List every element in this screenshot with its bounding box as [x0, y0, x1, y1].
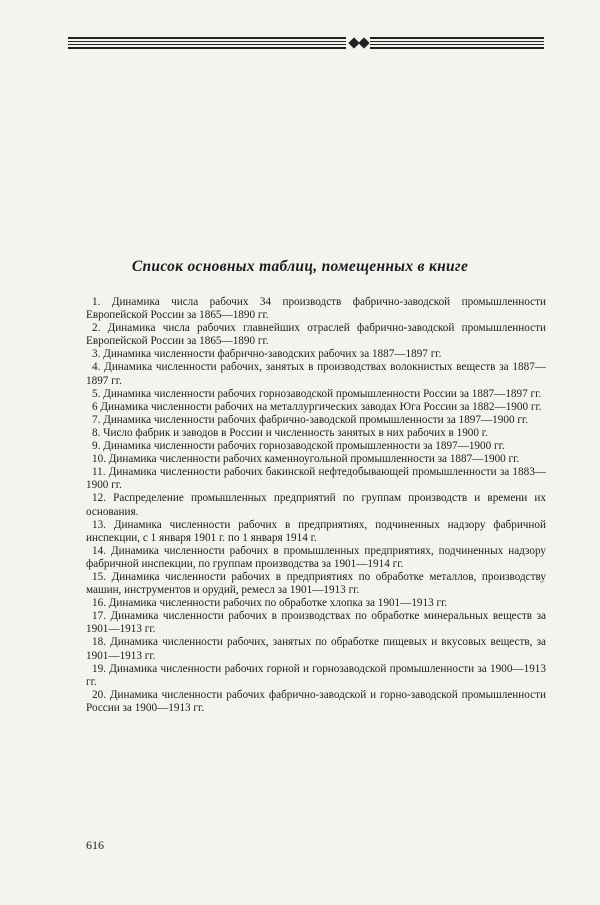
list-item: 13. Динамика численности рабочих в предприятиях, подчиненных надзору фабричной инспекции, с 1 января 1901 г. по 1 января 1914 г.: [86, 518, 546, 544]
list-item: 17. Динамика численности рабочих в производствах по обработке минеральных веществ за 1901—1913 гг.: [86, 610, 546, 636]
list-item: 2. Динамика числа рабочих главнейших отраслей фабрично-заводской промышленности Европейской России за 1865—1890 гг.: [86, 322, 546, 348]
list-item: 8. Число фабрик и заводов в России и численность занятых в них рабочих в 1900 г.: [92, 426, 488, 439]
list-item: 10. Динамика численности рабочих каменноугольной промышленности за 1887—1900 гг.: [92, 453, 520, 466]
list-item: 5. Динамика численности рабочих горнозаводской промышленности России за 1887—1897 гг.: [92, 387, 542, 400]
ornament-rule: [68, 44, 544, 45]
list-item: 15. Динамика численности рабочих в предприятиях по обработке металлов, производству машин, инструментов и орудий, ремесл за 1901—1913 гг.: [86, 570, 546, 597]
ornament-rule: [68, 41, 544, 42]
list-item: 7. Динамика численности рабочих фабрично-заводской промышленности за 1897—1900 гг.: [92, 413, 529, 426]
list-item: 18. Динамика численности рабочих, занятых по обработке пищевых и вкусовых веществ, за 1901—1913 гг.: [86, 636, 546, 662]
list-item: 11. Динамика численности рабочих бакинской нефтедобывающей промышленности за 1883—1900 гг.: [86, 466, 546, 492]
list-item: 3. Динамика численности фабрично-заводских рабочих за 1887—1897 гг.: [92, 348, 442, 361]
list-item: 4. Динамика численности рабочих, занятых в производствах волокнистых веществ за 1887—1897 гг.: [86, 361, 546, 387]
list-item: 9. Динамика численности рабочих горнозаводской промышленности за 1897—1900 гг.: [92, 440, 505, 453]
page-title: Список основных таблиц, помещенных в книге: [131, 258, 469, 275]
list-item: 12. Распределение промышленных предприятий по группам производств и времени их основания.: [86, 492, 546, 518]
list-item: 6 Динамика численности рабочих на металлургических заводах Юга России за 1882—1900 гг.: [92, 400, 542, 413]
page-number: 616: [86, 838, 104, 852]
header-ornament: [68, 36, 544, 50]
list-item: 1. Динамика числа рабочих 34 производств фабрично-заводской промышленности Европейской России за 1865—1890 гг.: [86, 296, 546, 322]
table-list: [86, 296, 546, 715]
list-item: 20. Динамика численности рабочих фабрично-заводской и горно-заводской промышленности России за 1900—1913 гг.: [86, 688, 546, 714]
list-item: 19. Динамика численности рабочих горной и горнозаводской промышленности за 1900—1913 гг.: [86, 662, 546, 688]
list-item: 14. Динамика численности рабочих в промышленных предприятиях, подчиненных надзору фабричной инспекции, по группам производства за 1901—1914 гг.: [86, 544, 546, 570]
ornament-rule: [68, 37, 544, 39]
ornament-rule: [68, 47, 544, 49]
list-item: 16. Динамика численности рабочих по обработке хлопка за 1901—1913 гг.: [92, 597, 448, 610]
